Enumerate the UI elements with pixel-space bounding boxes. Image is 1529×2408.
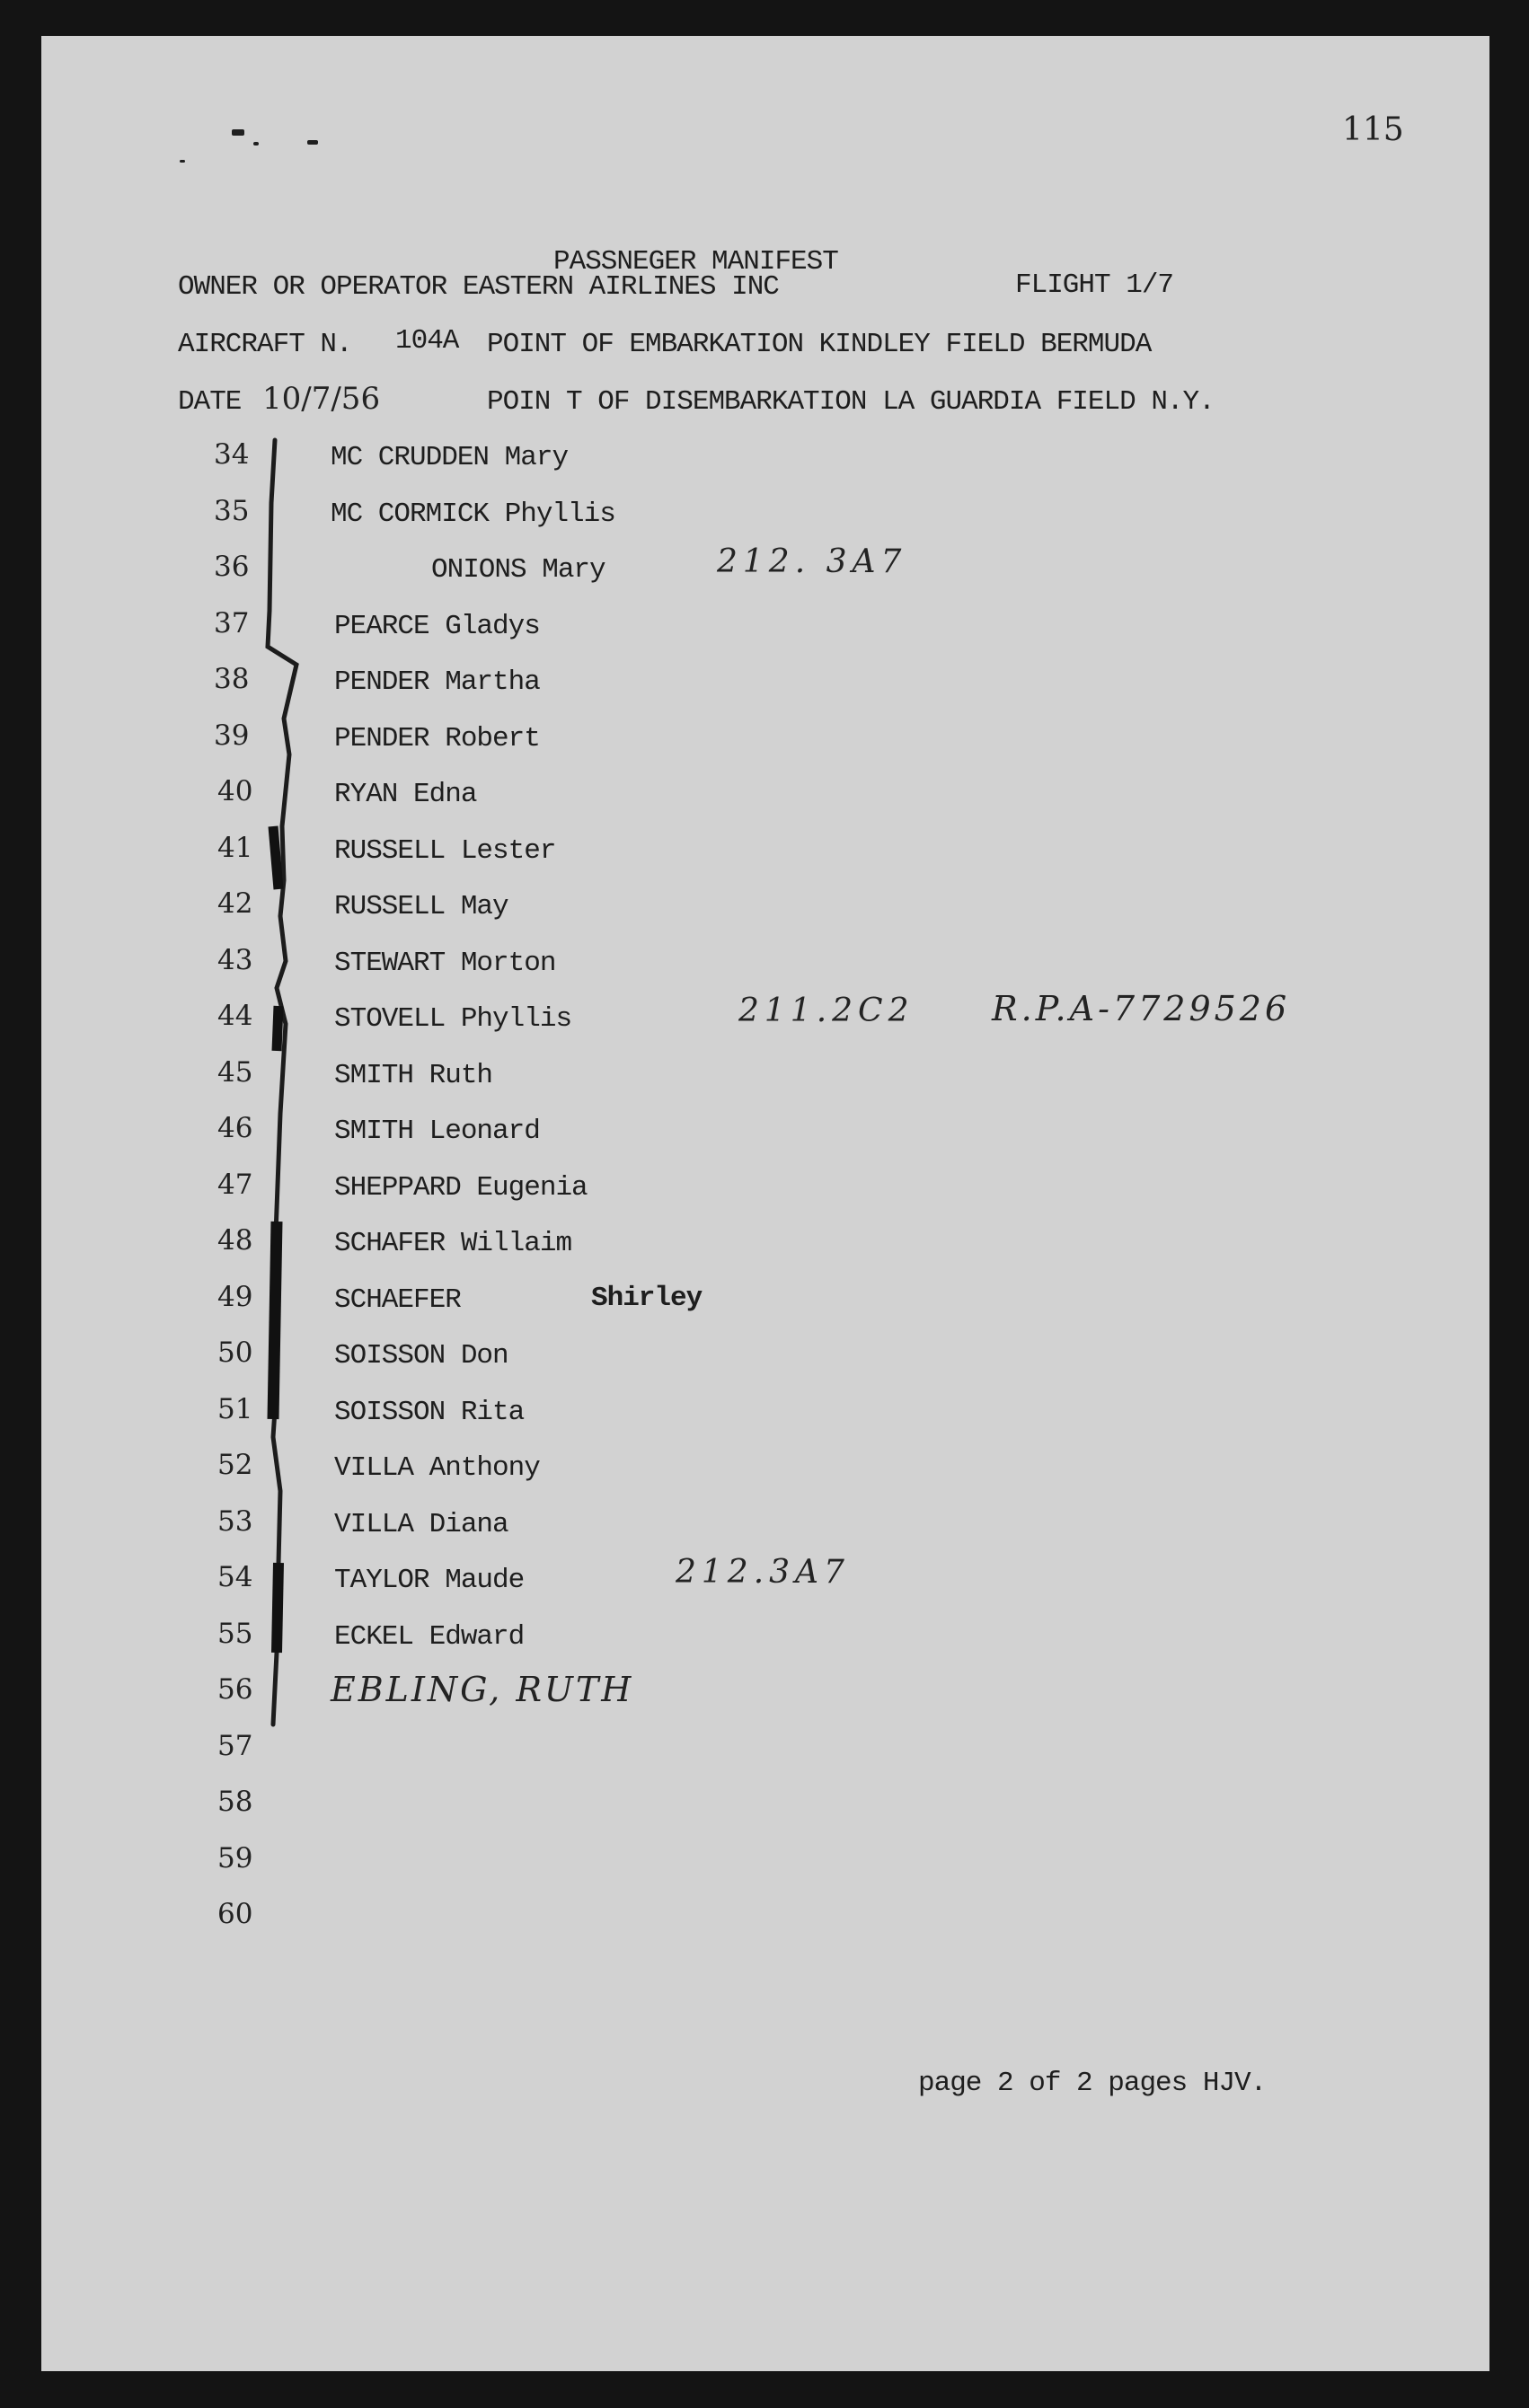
page-number: 115 (1342, 111, 1404, 148)
row-number: 57 (217, 1729, 253, 1762)
handwritten-passenger-name: EBLING, RUTH (331, 1670, 634, 1709)
row-number: 48 (217, 1224, 253, 1257)
row-number: 55 (217, 1617, 253, 1650)
row-number: 44 (217, 1000, 253, 1032)
passenger-name: RUSSELL Lester (334, 834, 556, 867)
row-number: 38 (214, 663, 250, 695)
row-number: 58 (217, 1786, 253, 1818)
passenger-name: RUSSELL May (334, 891, 508, 922)
aircraft-label: AIRCRAFT N. (178, 329, 352, 360)
row-number: 42 (217, 887, 253, 920)
passenger-name: STOVELL Phyllis (334, 1003, 572, 1035)
handwritten-note: 212. 3A7 (717, 543, 907, 580)
manifest-page (41, 36, 1489, 2371)
passenger-name: SMITH Ruth (334, 1059, 493, 1091)
row-number: 46 (217, 1112, 253, 1144)
handwritten-note: 211.2C2 (738, 992, 915, 1029)
date-label: DATE (178, 386, 242, 418)
passenger-name: ONIONS Mary (431, 554, 605, 586)
passenger-name: TAYLOR Maude (334, 1565, 525, 1596)
passenger-name: SMITH Leonard (334, 1116, 540, 1147)
passenger-name: SHEPPARD Eugenia (334, 1171, 588, 1204)
passenger-name: SOISSON Rita (334, 1396, 525, 1428)
row-number: 50 (217, 1336, 253, 1369)
row-number: 60 (217, 1898, 253, 1930)
passenger-name: PEARCE Gladys (334, 610, 540, 642)
aircraft-number: 104A (395, 325, 459, 357)
passenger-name: MC CRUDDEN Mary (331, 442, 569, 473)
row-number: 52 (217, 1449, 253, 1481)
row-number: 34 (214, 438, 250, 471)
row-number: 49 (217, 1280, 253, 1313)
page-footer: page 2 of 2 pages HJV. (918, 2068, 1267, 2099)
flight-number: FLIGHT 1/7 (1015, 269, 1174, 301)
passenger-name: RYAN Edna (334, 779, 477, 810)
row-number: 36 (214, 551, 250, 583)
row-number: 47 (217, 1168, 253, 1201)
passenger-name: SCHAFER Willaim (334, 1228, 572, 1259)
row-number: 51 (217, 1392, 253, 1425)
date-value: 10/7/56 (262, 381, 381, 417)
row-number: 54 (217, 1561, 253, 1593)
passenger-name: STEWART Morton (334, 947, 556, 979)
passenger-name: PENDER Robert (334, 722, 540, 754)
row-number: 45 (217, 1055, 253, 1089)
row-number: 59 (217, 1841, 253, 1874)
passenger-name: ECKEL Edward (334, 1620, 525, 1653)
passenger-name: VILLA Diana (334, 1508, 508, 1540)
manifest-title: PASSNEGER MANIFEST (553, 246, 838, 278)
passenger-name: VILLA Anthony (334, 1452, 540, 1484)
handwritten-note: 212.3A7 (676, 1554, 850, 1591)
passenger-first-name: Shirley (591, 1282, 703, 1314)
row-number: 41 (217, 831, 253, 864)
row-number: 40 (217, 775, 253, 807)
row-number: 56 (217, 1673, 253, 1706)
row-number: 53 (217, 1504, 253, 1538)
row-number: 37 (214, 606, 250, 639)
row-number: 39 (214, 719, 250, 752)
passenger-name: SOISSON Don (334, 1340, 508, 1372)
row-number: 35 (214, 494, 250, 527)
disembarkation-point: POIN T OF DISEMBARKATION LA GUARDIA FIELD N.Y. (487, 386, 1215, 418)
owner-operator-line: OWNER OR OPERATOR EASTERN AIRLINES INC (178, 271, 779, 303)
row-number: 43 (217, 943, 253, 976)
passenger-name: MC CORMICK Phyllis (331, 498, 615, 530)
handwritten-note-reference: R.P.A-7729526 (992, 989, 1291, 1028)
bracket-line (41, 36, 1489, 2371)
passenger-name: SCHAEFER (334, 1283, 461, 1316)
embarkation-point: POINT OF EMBARKATION KINDLEY FIELD BERMUDA (487, 329, 1152, 360)
passenger-name: PENDER Martha (334, 666, 540, 698)
